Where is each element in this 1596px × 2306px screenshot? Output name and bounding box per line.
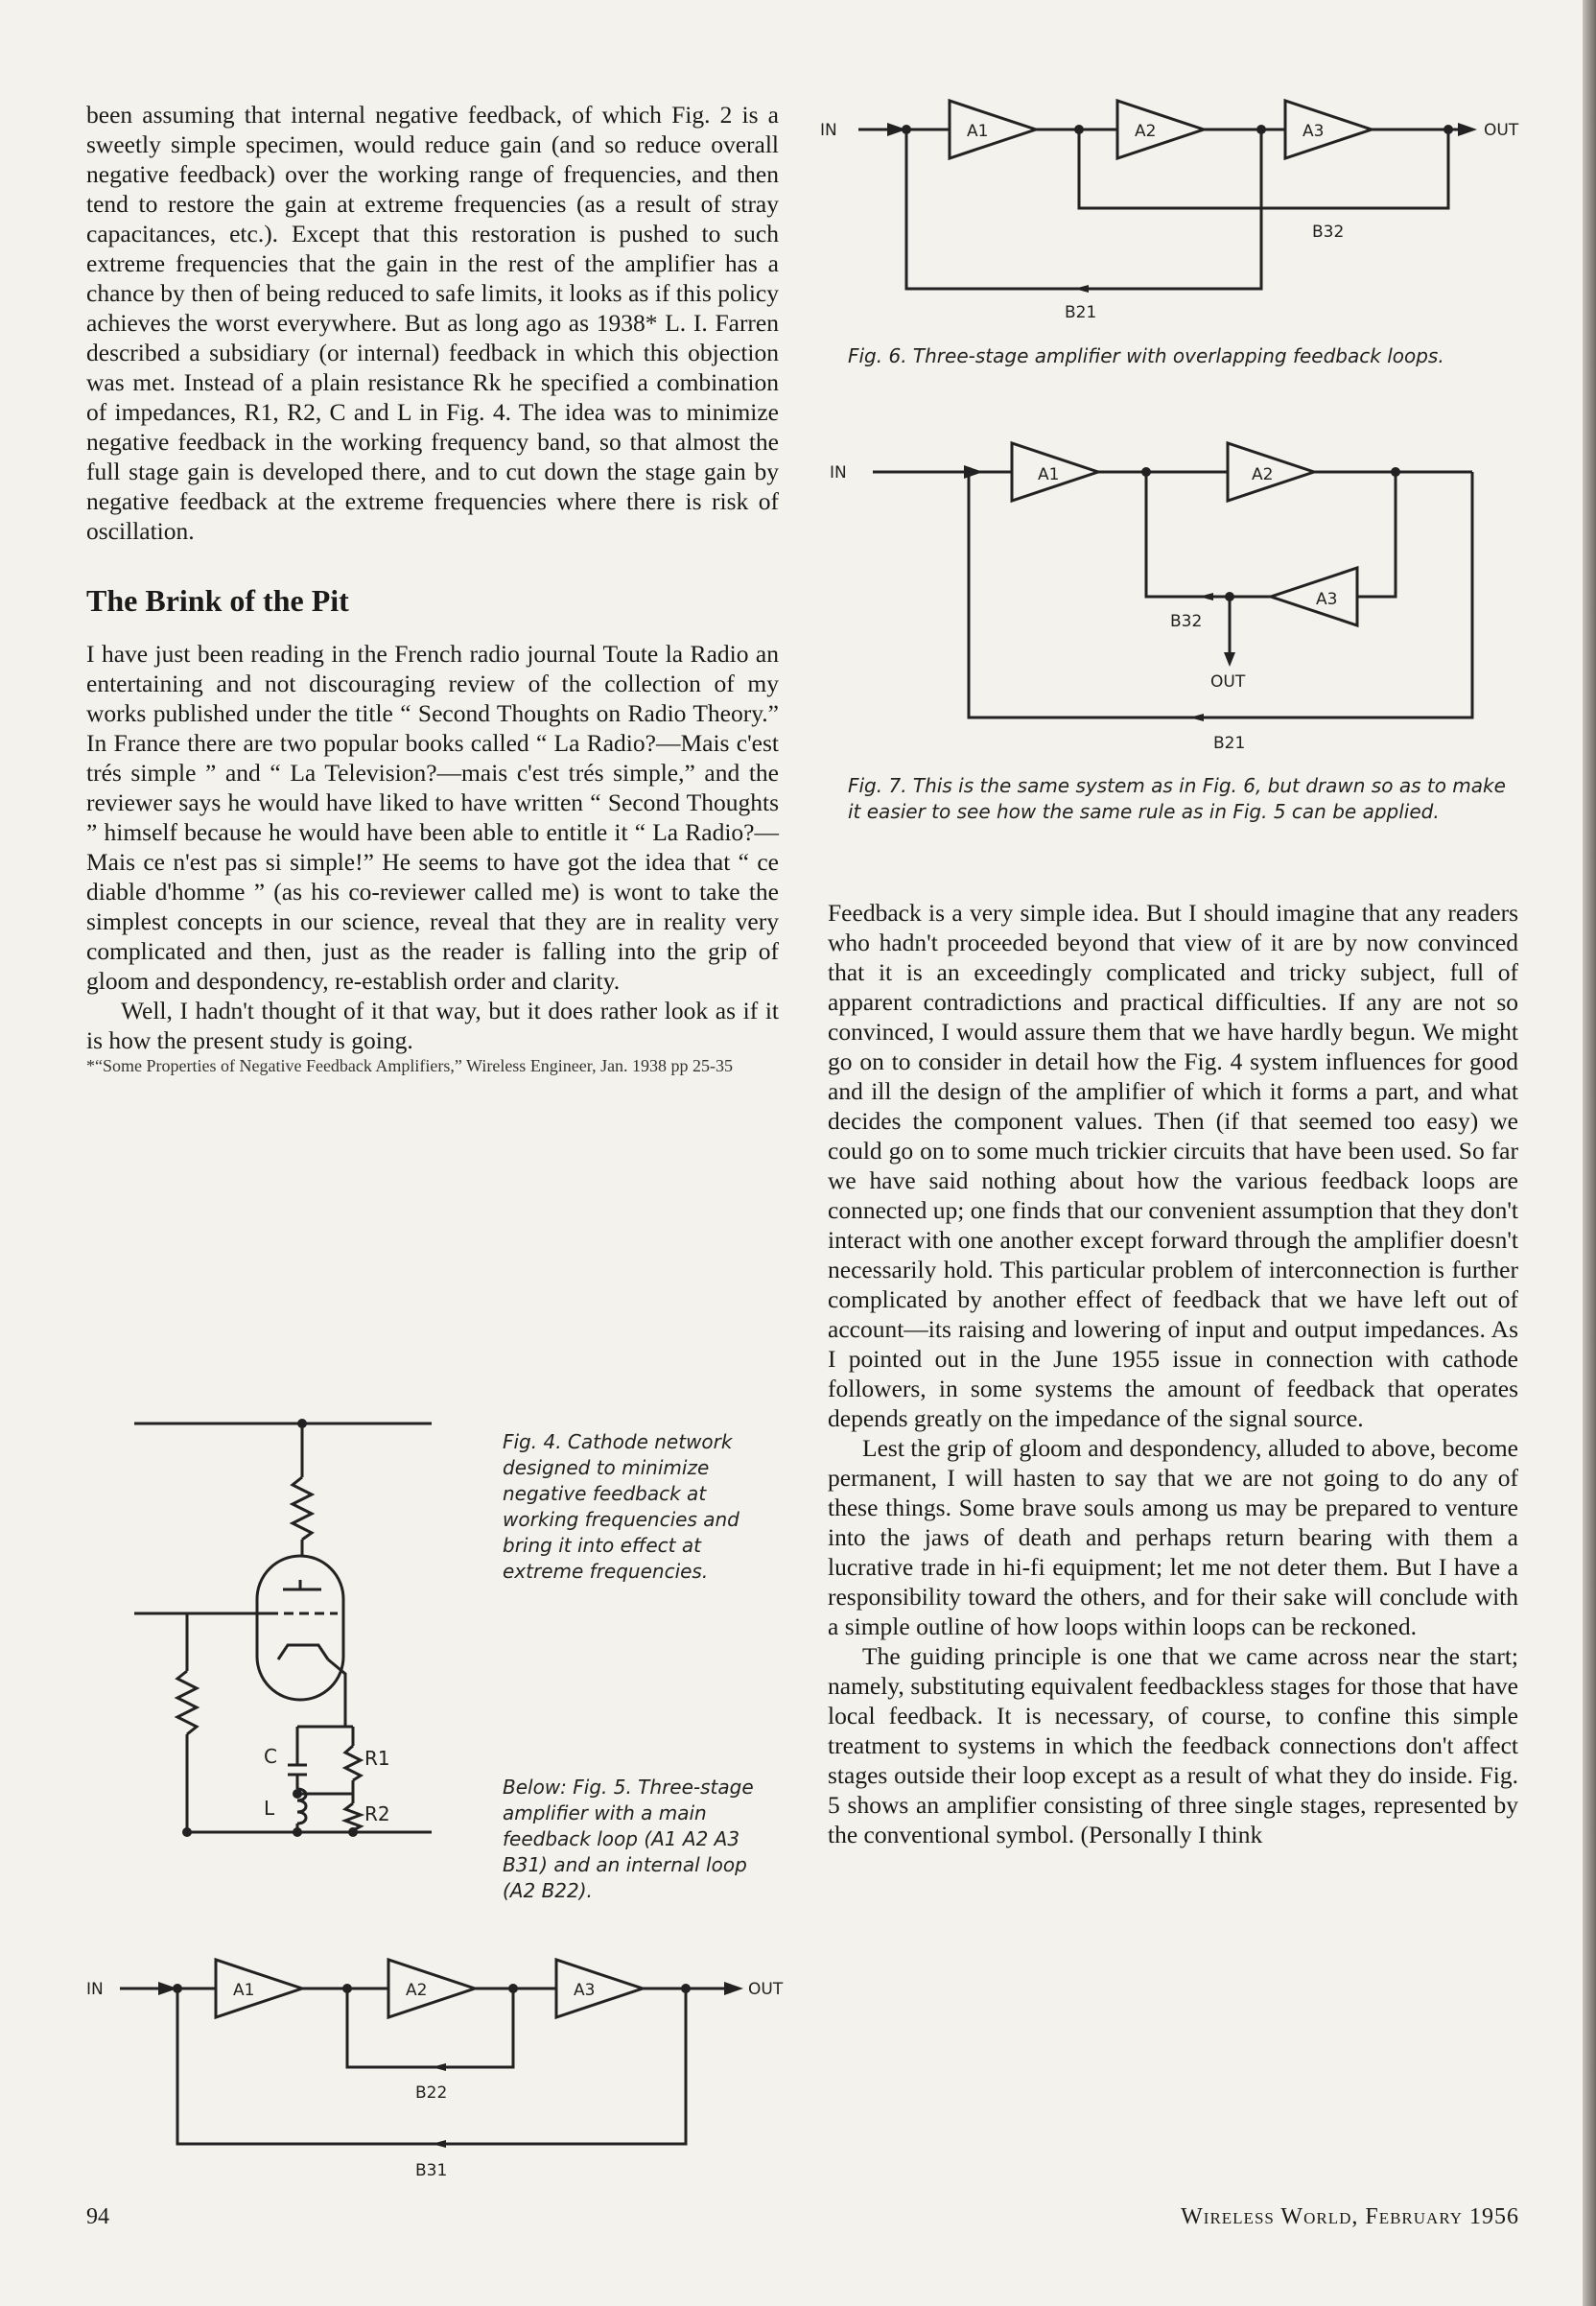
fig6-out-label: OUT (1484, 121, 1519, 140)
fig7-a2-label: A2 (1252, 465, 1274, 484)
fig7-in-label: IN (830, 463, 847, 482)
page-number: 94 (86, 2204, 109, 2229)
fig7-diagram (830, 432, 1506, 767)
page-edge-shadow (1583, 0, 1596, 2306)
fig6-a1-label: A1 (967, 122, 989, 141)
fig4-r1-label: R1 (364, 1747, 390, 1770)
fig6-in-label: IN (820, 121, 837, 140)
fig5-diagram (82, 1942, 791, 2192)
fig5-a2-label: A2 (406, 1981, 428, 2000)
fig6-b32-label: B32 (1312, 223, 1345, 242)
fig5-caption: Below: Fig. 5. Three-stage amplifier with a main feedback loop (A1 A2 A3 B31) and an internal loop (A2 B22). (503, 1776, 754, 1902)
left-paragraph-3: Well, I hadn't thought of it that way, but it does rather look as if it is how the present study is going. (86, 997, 779, 1054)
fig7-b21-label: B21 (1213, 734, 1246, 753)
fig4-r2-label: R2 (364, 1802, 390, 1825)
fig5-a3-label: A3 (574, 1981, 596, 2000)
footnote: *“Some Properties of Negative Feedback Amplifiers,” Wireless Engineer, Jan. 1938 pp 25-35 (86, 1056, 734, 1075)
fig7-a3-label: A3 (1316, 590, 1338, 609)
section-heading: The Brink of the Pit (86, 583, 349, 618)
fig5-in-label: IN (86, 1980, 104, 1999)
journal-footer: Wireless World, February 1956 (1181, 2204, 1519, 2229)
fig4-caption: Fig. 4. Cathode network designed to minimize negative feedback at working frequencies and bring it into effect at extreme frequencies. (503, 1430, 739, 1583)
fig5-a1-label: A1 (233, 1981, 255, 2000)
right-paragraph-3: The guiding principle is one that we came across near the start; namely, substituting equivalent feedbackless stages for those that have local feedback. It is necessary, of course, to confine this simple treatment to systems in which the feedback connections don't affect stages outside their loop except as a result of what they do inside. Fig. 5 shows an amplifier consisting of three single stages, represented by the conventional symbol. (Personally I think (828, 1642, 1518, 1848)
fig4-l-label: L (264, 1797, 275, 1820)
fig5-b31-label: B31 (415, 2161, 448, 2180)
fig4-diagram (134, 1410, 480, 1871)
fig5-b22-label: B22 (415, 2083, 448, 2103)
fig7-b32-label: B32 (1170, 612, 1203, 631)
left-paragraph-1: been assuming that internal negative feedback, of which Fig. 2 is a sweetly simple specimen, would reduce gain (and so reduce overall negative feedback) over the working range of frequencies, and then tend to restore the gain at extreme frequencies (as a result of stray capacitances, etc.). Except that this restoration is pushed to such extreme frequencies that the gain in the rest of the amplifier has a chance by then of being reduced to safe limits, it looks as if this policy achieves the worst everywhere. But as long ago as 1938* L. I. Farren described a subsidiary (or internal) feedback in which this objection was met. Instead of a plain resistance Rk he specified a combination of impedances, R1, R2, C and L in Fig. 4. The idea was to minimize negative feedback in the working frequency band, so that almost the full stage gain is developed there, and to cut down the stage gain by negative feedback at the extreme frequencies where there is risk of oscillation. (86, 101, 779, 545)
fig7-a1-label: A1 (1038, 465, 1060, 484)
right-paragraph-1: Feedback is a very simple idea. But I should imagine that any readers who hadn't proceeded beyond that view of it are by now convinced that it is an exceedingly complicated and tricky subject, full of apparent contradictions and practical difficulties. If any are not so convinced, I would assure them that we have hardly begun. We might go on to consider in detail how the Fig. 4 system influences for good and ill the design of the amplifier of which it forms a part, and what decides the component values. Then (if that seemed too easy) we could go on to some much trickier circuits that have been used. So far we have said nothing about how the various feedback loops are connected up; one finds that our convenient assumption that they don't interact with one another except forward through the amplifier doesn't necessarily hold. This particular problem of interconnection is further complicated by another effect of feedback that we have left out of account—its raising and lowering of input and output impedances. As I pointed out in the June 1955 issue in connection with cathode followers, in some systems the amount of feedback that operates depends greatly on the impedance of the signal source. (828, 899, 1518, 1432)
fig5-out-label: OUT (748, 1980, 784, 1999)
fig6-b21-label: B21 (1065, 303, 1097, 322)
fig6-a2-label: A2 (1135, 122, 1157, 141)
fig4-c-label: C (264, 1745, 277, 1768)
left-paragraph-2: I have just been reading in the French radio journal Toute la Radio an entertaining and not discouraging review of the collection of my works published under the title “ Second Thoughts on Radio Theory.” In France there are two popular books called “ La Radio?—Mais c'est trés simple ” and “ La Television?—mais c'est trés simple,” and the reviewer says he would have liked to have written “ Second Thoughts ” himself because he would have been able to entitle it “ La Radio?—Mais ce n'est pas si simple!” He seems to have got the idea that “ ce diable d'homme ” (as his co-reviewer called me) is wont to take the simplest concepts in our science, reveal that they are in reality very complicated and then, just as the reader is falling into the grip of gloom and despondency, re-establish order and clarity. (86, 640, 779, 995)
left-column (86, 100, 779, 1076)
right-column (828, 898, 1518, 1849)
fig7-caption: Fig. 7. This is the same system as in Fig. 6, but drawn so as to make it easier to see how the same rule as in Fig. 5 can be applied. (848, 774, 1506, 823)
right-paragraph-2: Lest the grip of gloom and despondency, alluded to above, become permanent, I will hasten to say that we are not going to do any of these things. Some brave souls among us may be prepared to venture into the jaws of death and perhaps return bearing with them a lucrative trade in hi-fi equipment; let me not deter them. But I have a responsibility toward the others, and for their sake will conclude with a simple outline of how loops within loops can be reckoned. (828, 1434, 1518, 1640)
fig7-out-label: OUT (1210, 672, 1246, 692)
fig6-caption: Fig. 6. Three-stage amplifier with overlapping feedback loops. (848, 344, 1444, 367)
fig6-diagram (815, 91, 1525, 341)
fig6-a3-label: A3 (1303, 122, 1325, 141)
